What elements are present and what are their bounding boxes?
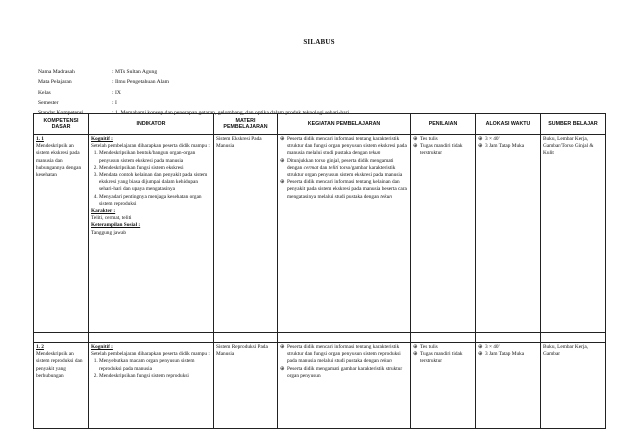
syllabus-table <box>33 113 606 429</box>
kegiatan-emphasis: tekun <box>380 193 392 200</box>
meta-row <box>38 77 349 87</box>
list-item <box>413 143 473 157</box>
indikator-list <box>91 358 211 380</box>
indikator-intro: Setelah pembelajaran diharapkan peserta didik mampu : <box>91 351 210 358</box>
header-alokasi-waktu: ALOKASI WAKTU <box>476 114 541 135</box>
indikator-list <box>91 150 211 208</box>
meta-row <box>38 98 349 108</box>
list-item <box>478 351 538 358</box>
plus-circle-icon: ⊕ <box>478 351 483 358</box>
kognitif-heading: Kognitif : <box>91 136 113 142</box>
keterampilan-text: Tanggung jawab <box>91 229 127 236</box>
plus-circle-icon: ⊕ <box>280 157 285 164</box>
header-materi: MATERI PEMBELAJARAN <box>214 114 278 135</box>
list-item <box>280 158 408 180</box>
kegiatan-emphasis: cermat <box>303 164 319 171</box>
meta-value: : I <box>112 99 117 106</box>
table-header-row <box>34 114 606 135</box>
list-item <box>280 366 408 380</box>
alokasi-cell <box>476 343 541 429</box>
plus-circle-icon: ⊕ <box>413 351 418 358</box>
kd-cell <box>34 135 89 333</box>
meta-label: Standar Kompetensi <box>38 110 84 117</box>
list-item <box>478 344 538 351</box>
indikator-cell <box>89 343 214 429</box>
alokasi-text: 3 Jam Tatap Muka <box>485 351 525 358</box>
karakter-heading: Karakter : <box>91 208 116 215</box>
list-item: 2. Mendeskripsikan fungsi sistem ekskresi <box>99 165 211 172</box>
plus-circle-icon: ⊕ <box>478 344 483 350</box>
table-spacer-row <box>34 333 606 343</box>
kegiatan-text: Peserta didik mengamati gambar karakteristik struktur organ penyusun <box>287 365 403 379</box>
meta-label: Semester <box>38 99 59 106</box>
kd-number: 1. 2 <box>36 344 44 350</box>
table-row <box>34 343 606 429</box>
alokasi-text: 3 × 40' <box>485 344 500 350</box>
plus-circle-icon: ⊕ <box>478 136 483 142</box>
spacer-cell <box>411 333 476 343</box>
materi-cell: Sistem Ekskresi Pada Manusia <box>214 135 278 333</box>
list-item <box>280 344 408 366</box>
header-indikator: INDIKATOR <box>89 114 214 135</box>
indikator-intro: Setelah pembelajaran diharapkan peserta didik mampu : <box>91 143 210 150</box>
spacer-cell <box>89 333 214 343</box>
meta-label: Kelas <box>38 89 51 96</box>
list-item: 1. Menyebutkan macam organ penyusun sistem reproduksi pada manusia <box>99 358 211 372</box>
list-item <box>413 351 473 365</box>
spacer-cell <box>34 333 89 343</box>
document-title: SILABUS <box>303 38 335 46</box>
list-item <box>478 136 538 143</box>
kegiatan-emphasis: tekun <box>368 150 381 157</box>
spacer-cell <box>541 333 606 343</box>
plus-circle-icon: ⊕ <box>478 143 483 150</box>
list-item: 1. Mendeskripsikan bentuk/bangun organ-organ penyusun sistem ekskresi pada manusia <box>99 150 211 164</box>
kd-text: Mendeskripsik an sistem reproduksi dan penyakit yang berhubungan <box>36 351 83 379</box>
plus-circle-icon: ⊕ <box>280 344 285 350</box>
syllabus-meta <box>38 67 349 118</box>
kegiatan-emphasis: tekun <box>380 358 392 365</box>
kd-number: 1. 1 <box>36 136 44 142</box>
kegiatan-cell <box>278 343 411 429</box>
header-penilaian: PENILAIAN <box>411 114 476 135</box>
karakter-text: Teliti, cermat, teliti <box>91 215 132 222</box>
list-item: 4. Menyadari pentingnya menjaga kesehatan organ sistem reproduksi <box>99 194 211 208</box>
penilaian-text: Tugas mandiri tidak terstruktur <box>420 143 463 157</box>
list-item <box>413 344 473 351</box>
alokasi-text: 3 Jam Tatap Muka <box>485 143 525 150</box>
list-item <box>280 136 408 158</box>
plus-circle-icon: ⊕ <box>280 179 285 186</box>
meta-value: : Ilmu Pengetahuan Alam <box>112 79 170 86</box>
penilaian-cell <box>411 135 476 333</box>
kegiatan-text: Ditunjukkan torso ginjal, peserta didik mengamati dengan <box>287 157 394 171</box>
header-kompetensi-dasar: KOMPETENSI DASAR <box>34 114 89 135</box>
kegiatan-text: Peserta didik mencari informasi tentang karakteristik struktur dan fungsi organ penyusun sistem ekskresi pada manusia melalui studi pustaka dengan <box>287 136 407 157</box>
sumber-cell: Buku, Lembar Kerja, Gambar/Torso Ginjal & Kulit <box>541 135 606 333</box>
meta-value: : MTs Sultan Agung <box>112 69 158 75</box>
penilaian-text: Tes tulis <box>420 344 438 350</box>
penilaian-text: Tugas mandiri tidak terstruktur <box>420 351 463 365</box>
plus-circle-icon: ⊕ <box>280 136 285 142</box>
list-item <box>280 179 408 201</box>
sumber-cell: Buku, Lembar Kerja, Gambar <box>541 343 606 429</box>
list-item: 3. Mendata contoh kelainan dan penyakit pada sistem ekskresi yang biasa dijumpai dalam kehidupan sehari-hari dan upaya mengatasinya <box>99 172 211 194</box>
kd-cell <box>34 343 89 429</box>
kegiatan-text: Peserta didik mencari informasi tentang karakteristik struktur dan fungsi organ penyusun sistem reproduksi pada manusia melalui studi pustaka dengan <box>287 344 401 365</box>
meta-row <box>38 88 349 98</box>
meta-label: Nama Madrasah <box>38 69 75 75</box>
kognitif-heading: Kognitif : <box>91 344 113 350</box>
meta-value: : 1. Memahami konsep dan penerapan getaran, gelombang, dan optika dalam produk teknologi sehari-hari <box>112 110 350 117</box>
list-item <box>413 136 473 143</box>
keterampilan-heading: Keterampilan Sosial : <box>91 222 141 229</box>
plus-circle-icon: ⊕ <box>280 365 285 372</box>
penilaian-text: Tes tulis <box>420 136 438 142</box>
meta-value: : IX <box>112 89 121 96</box>
kd-text: Mendeskripsik an sistem ekskresi pada manusia dan hubungannya dengan kesehatan <box>36 143 82 179</box>
alokasi-text: 3 × 40' <box>485 136 500 142</box>
spacer-cell <box>214 333 278 343</box>
plus-circle-icon: ⊕ <box>413 143 418 150</box>
table-row <box>34 135 606 333</box>
list-item <box>478 143 538 150</box>
kegiatan-text: dan <box>318 164 329 171</box>
header-sumber-belajar: SUMBER BELAJAR <box>541 114 606 135</box>
penilaian-cell <box>411 343 476 429</box>
plus-circle-icon: ⊕ <box>413 136 418 142</box>
spacer-cell <box>476 333 541 343</box>
list-item: 2. Mendeskripsikan fungsi sistem reproduksi <box>99 373 211 380</box>
kegiatan-cell <box>278 135 411 333</box>
materi-cell: Sistem Reproduksi Pada Manusia <box>214 343 278 429</box>
spacer-cell <box>278 333 411 343</box>
kegiatan-text: Peserta didik mencari informasi tentang kelainan dan penyakit pada sistem ekskresi pada manusia beserta cara mengatasinya melalui studi pustaka dengan <box>287 179 407 200</box>
kegiatan-emphasis: teliti <box>328 164 339 171</box>
plus-circle-icon: ⊕ <box>413 344 418 350</box>
indikator-cell <box>89 135 214 333</box>
meta-row <box>38 67 349 77</box>
alokasi-cell <box>476 135 541 333</box>
kegiatan-text: torso/gambar karakteristik struktur organ penyusun sistem ekskresi pada manusia <box>287 164 403 179</box>
header-kegiatan: KEGIATAN PEMBELAJARAN <box>278 114 411 135</box>
meta-label: Mata Pelajaran <box>38 79 72 86</box>
